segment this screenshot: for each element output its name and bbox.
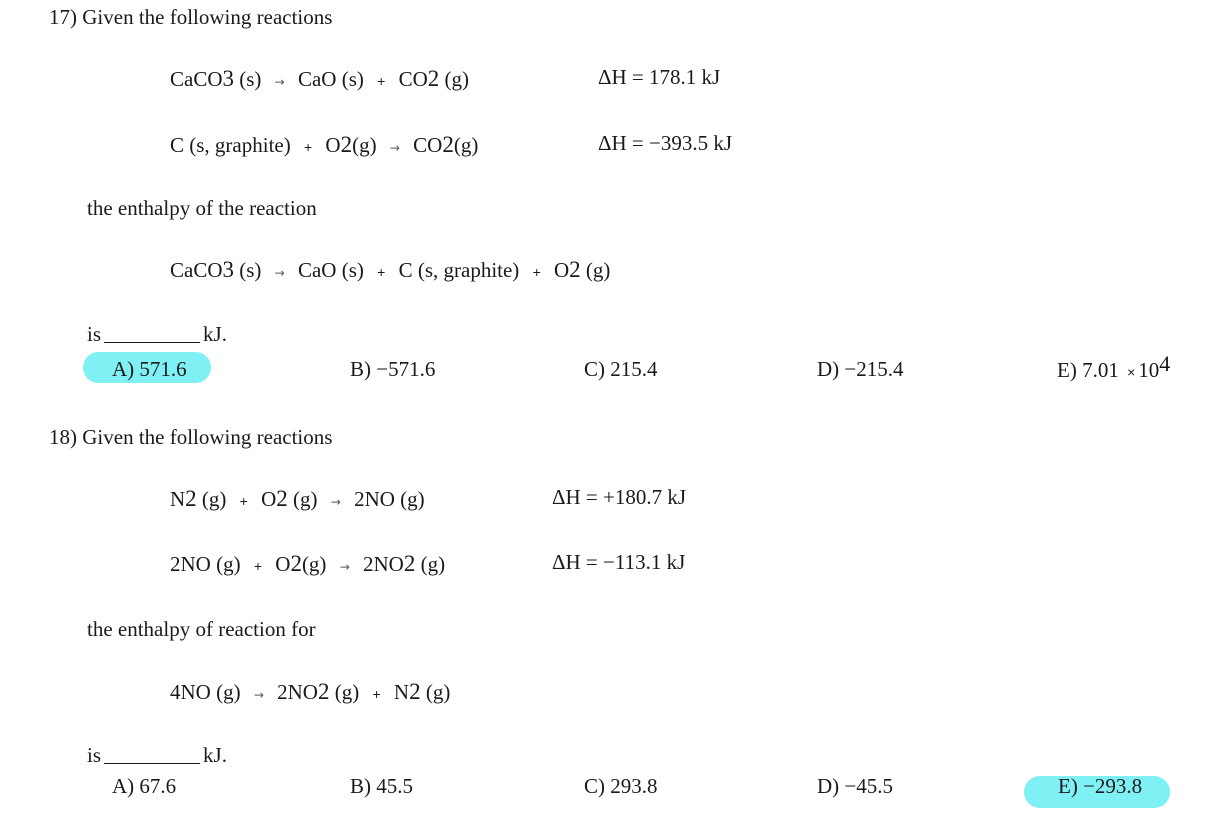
formula-text: 4NO (g) [170, 680, 241, 704]
plus-sign: + [372, 686, 381, 702]
subscript: 2 [409, 679, 421, 704]
reaction-arrow: → [339, 560, 350, 574]
formula-text: CO [398, 67, 428, 91]
formula-text: N [170, 487, 186, 511]
q18-prompt: the enthalpy of reaction for [87, 617, 316, 641]
formula-text: CaCO [170, 258, 223, 282]
state-text: (g) [585, 258, 611, 282]
formula-text: CaO (s) [297, 258, 364, 282]
q18-r2-enthalpy: ΔH = −113.1 kJ [552, 550, 686, 574]
q17-r1-enthalpy: ΔH = 178.1 kJ [598, 65, 721, 89]
reaction-arrow: → [274, 266, 285, 280]
q17-choice-c[interactable]: C) 215.4 [584, 357, 658, 381]
plus-sign: + [239, 493, 248, 509]
choice-value: E) 7.01 [1057, 358, 1119, 382]
state-text: (g) [293, 487, 318, 511]
q18-reaction-1 [170, 487, 425, 510]
q18-r1-enthalpy: ΔH = +180.7 kJ [552, 485, 687, 509]
q18-target-reaction [170, 680, 450, 703]
q17-r2-enthalpy: ΔH = −393.5 kJ [598, 131, 733, 155]
formula-text: O [275, 552, 291, 576]
state-text: (g) [352, 133, 377, 157]
q18-choice-a[interactable]: A) 67.6 [112, 774, 177, 798]
plus-sign: + [377, 73, 386, 89]
formula-text: 2NO [363, 552, 404, 576]
q18-choice-e[interactable]: E) −293.8 [1058, 774, 1143, 798]
formula-text: CaCO [170, 67, 223, 91]
subscript: 2 [185, 486, 197, 511]
q17-heading: 17) Given the following reactions [49, 5, 333, 29]
formula-text: CO [413, 133, 443, 157]
state-text: (g) [453, 133, 479, 157]
times-sign: × [1127, 364, 1136, 380]
plus-sign: + [303, 139, 313, 155]
formula-text: CaO (s) [297, 67, 364, 91]
subscript: 2 [569, 257, 581, 282]
formula-text: 2NO [277, 680, 318, 704]
subscript: 2 [340, 132, 353, 157]
subscript: 2 [403, 551, 416, 576]
subscript: 2 [427, 66, 440, 91]
q17-reaction-1 [170, 67, 469, 90]
answer-blank [104, 326, 200, 343]
q17-prompt: the enthalpy of the reaction [87, 196, 317, 220]
q18-answer-line [87, 745, 227, 766]
superscript: 4 [1159, 351, 1171, 376]
q17-choice-a[interactable]: A) 571.6 [112, 357, 187, 381]
reaction-arrow: → [253, 688, 264, 702]
answer-blank [104, 747, 200, 764]
q17-choice-b[interactable]: B) −571.6 [350, 357, 436, 381]
state-text: (g) [301, 552, 327, 576]
subscript: 2 [290, 551, 302, 576]
state-text: (g) [420, 552, 446, 576]
formula-text: 2NO (g) [170, 552, 241, 576]
unit-text: kJ. [203, 743, 227, 767]
unit-text: kJ. [203, 322, 227, 346]
reaction-arrow: → [274, 75, 285, 89]
plus-sign: + [253, 558, 263, 574]
q17-target-reaction [170, 258, 610, 281]
state-text: (g) [334, 680, 360, 704]
formula-text: O [554, 258, 570, 282]
formula-text: O [261, 487, 277, 511]
q17-answer-line [87, 324, 227, 345]
state-text: (g) [425, 680, 451, 704]
q18-choice-d[interactable]: D) −45.5 [817, 774, 894, 798]
formula-text: C (s, graphite) [398, 258, 520, 282]
q18-choice-b[interactable]: B) 45.5 [350, 774, 413, 798]
reaction-arrow: → [330, 495, 341, 509]
q17-reaction-2 [170, 133, 478, 156]
q18-choice-c[interactable]: C) 293.8 [584, 774, 658, 798]
formula-text: N [393, 680, 410, 704]
q17-choice-e[interactable] [1057, 351, 1171, 382]
reaction-arrow: → [389, 141, 400, 155]
q17-choice-d[interactable]: D) −215.4 [817, 357, 904, 381]
formula-text: 2NO (g) [354, 487, 425, 511]
subscript: 2 [442, 132, 454, 157]
state-text: (s) [239, 67, 262, 91]
choice-value: 10 [1138, 358, 1160, 382]
subscript: 3 [222, 66, 234, 91]
state-text: (g) [201, 487, 227, 511]
plus-sign: + [532, 264, 541, 280]
is-text: is [87, 743, 102, 767]
plus-sign: + [377, 264, 386, 280]
formula-text: C (s, graphite) [170, 133, 291, 157]
subscript: 2 [317, 679, 330, 704]
is-text: is [87, 322, 102, 346]
subscript: 3 [222, 257, 234, 282]
q18-heading: 18) Given the following reactions [49, 425, 333, 449]
subscript: 2 [276, 486, 288, 511]
state-text: (s) [239, 258, 262, 282]
formula-text: O [325, 133, 341, 157]
q18-reaction-2 [170, 552, 445, 575]
state-text: (g) [444, 67, 470, 91]
